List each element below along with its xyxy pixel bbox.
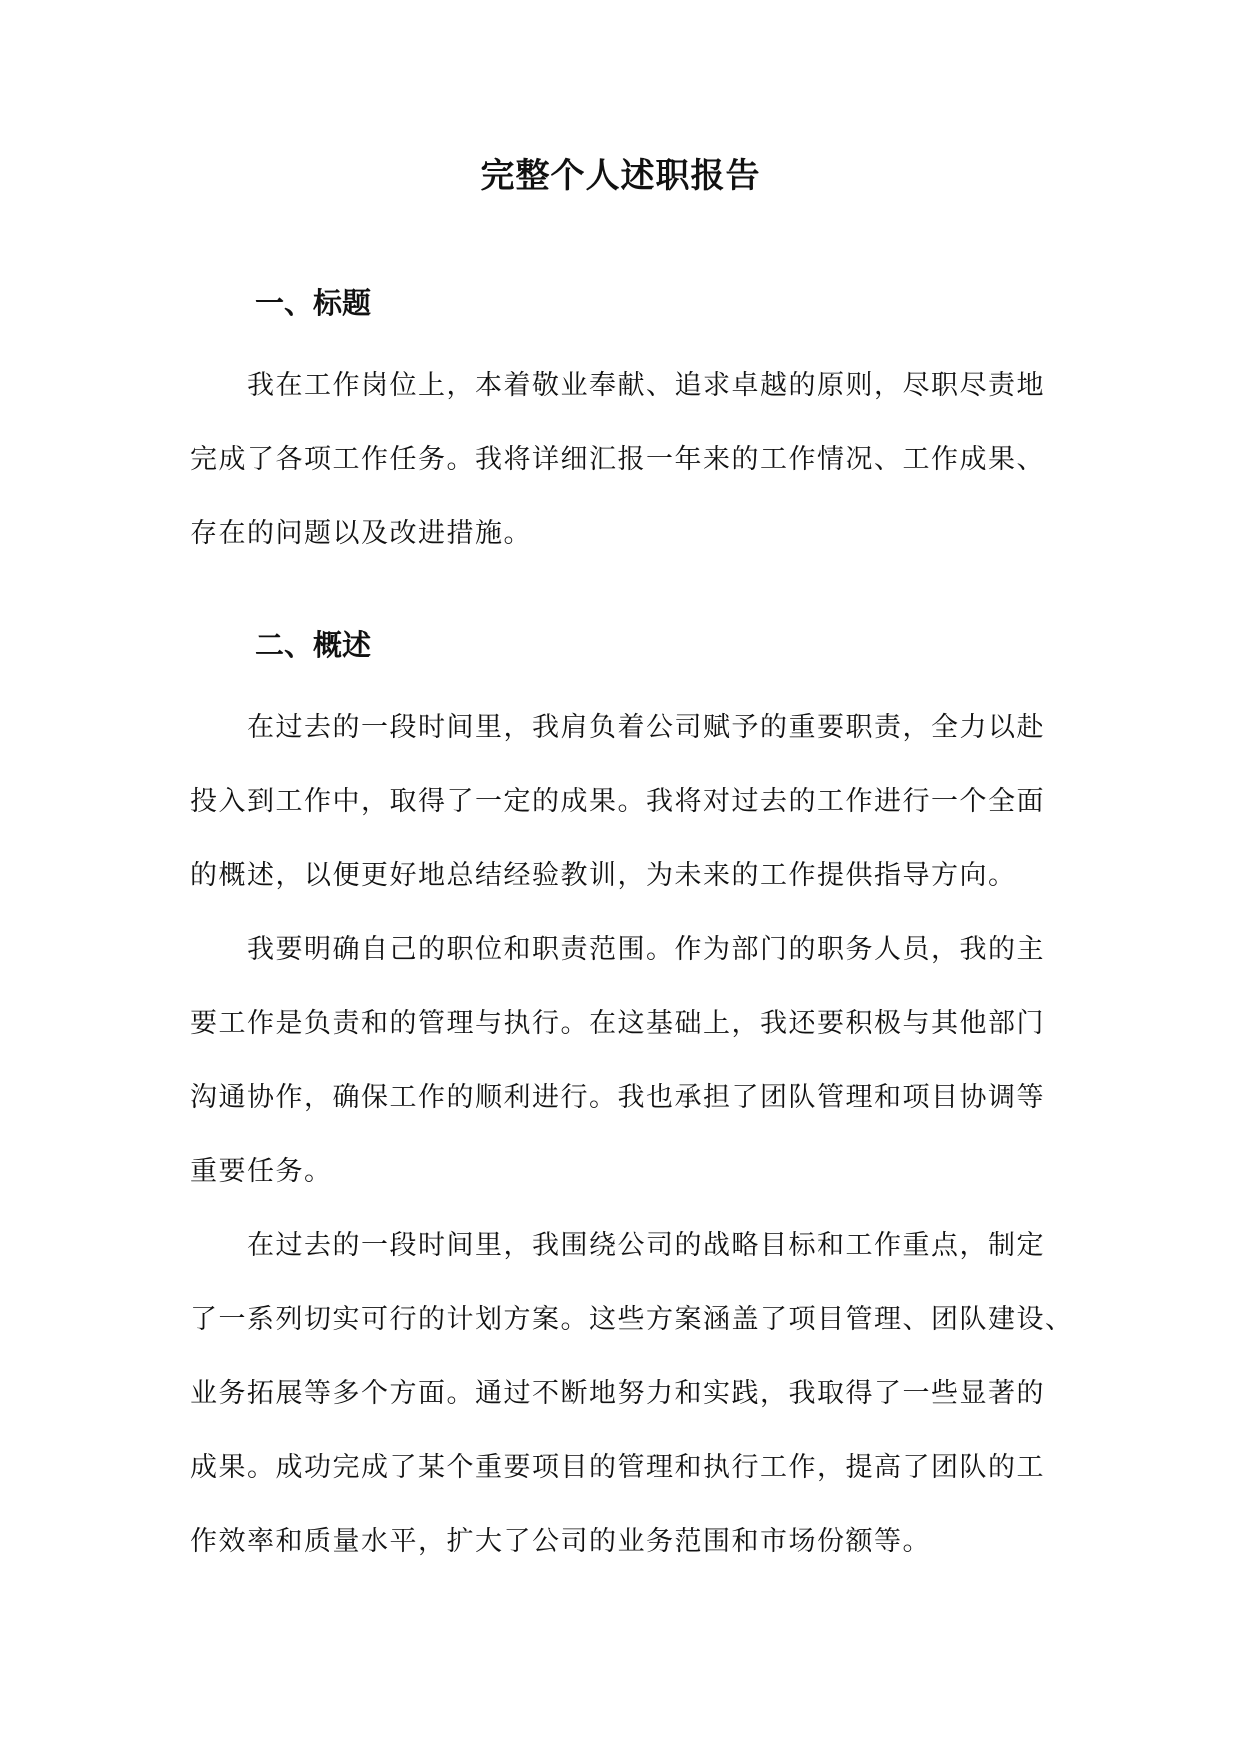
paragraph-line: 成果。成功完成了某个重要项目的管理和执行工作，提高了团队的工: [190, 1452, 1045, 1483]
paragraph-line: 存在的问题以及改进措施。: [190, 518, 532, 549]
paragraph-line: 完成了各项工作任务。我将详细汇报一年来的工作情况、工作成果、: [190, 444, 1045, 475]
paragraph-line: 作效率和质量水平，扩大了公司的业务范围和市场份额等。: [190, 1526, 931, 1557]
paragraph-line: 我在工作岗位上，本着敬业奉献、追求卓越的原则，尽职尽责地: [247, 370, 1045, 401]
paragraph-line: 投入到工作中，取得了一定的成果。我将对过去的工作进行一个全面: [190, 786, 1045, 817]
paragraph-line: 我要明确自己的职位和职责范围。作为部门的职务人员，我的主: [247, 934, 1045, 965]
paragraph-line: 业务拓展等多个方面。通过不断地努力和实践，我取得了一些显著的: [190, 1378, 1045, 1409]
paragraph-line: 重要任务。: [190, 1156, 333, 1187]
paragraph-line: 要工作是负责和的管理与执行。在这基础上，我还要积极与其他部门: [190, 1008, 1045, 1039]
section-heading-1: 一、标题: [255, 286, 372, 320]
paragraph-line: 了一系列切实可行的计划方案。这些方案涵盖了项目管理、团队建设、: [190, 1304, 1074, 1335]
paragraph-line: 沟通协作，确保工作的顺利进行。我也承担了团队管理和项目协调等: [190, 1082, 1045, 1113]
paragraph-line: 在过去的一段时间里，我围绕公司的战略目标和工作重点，制定: [247, 1230, 1045, 1261]
section-heading-2: 二、概述: [255, 628, 372, 662]
document-title: 完整个人述职报告: [480, 156, 761, 196]
paragraph-line: 的概述，以便更好地总结经验教训，为未来的工作提供指导方向。: [190, 860, 1017, 891]
paragraph-line: 在过去的一段时间里，我肩负着公司赋予的重要职责，全力以赴: [247, 712, 1045, 743]
